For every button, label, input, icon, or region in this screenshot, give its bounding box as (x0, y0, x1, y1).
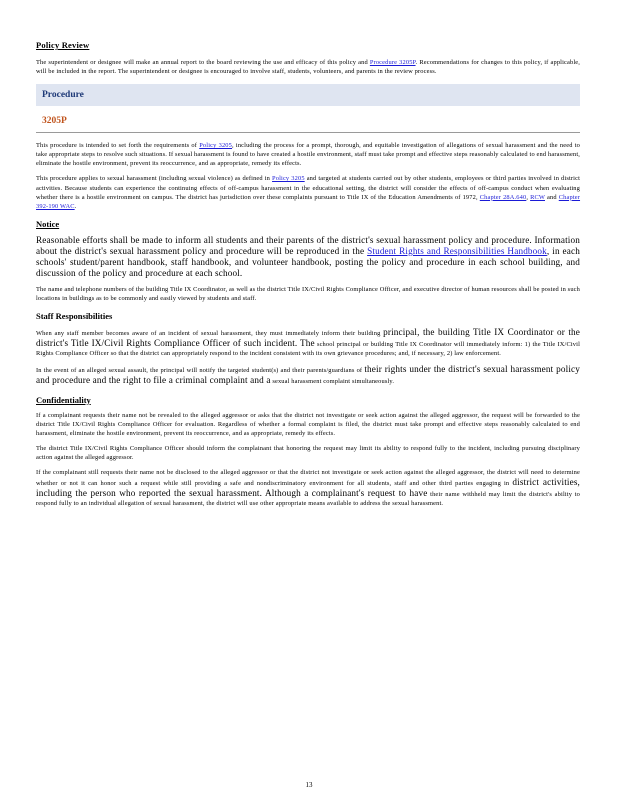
conf-p3-text-b: district activities, including the person who reported the sexual harassment. Although a complainant's request to have (36, 477, 580, 499)
notice-paragraph-1 (36, 235, 580, 279)
procedure-code: 3205P (42, 116, 67, 127)
notice-heading: Notice (36, 218, 60, 229)
staff-p2-text-a: In the event of an alleged sexual assault, the principal will notify the targeted student(s) and their parents/guardians of (36, 367, 363, 375)
policy-review-text-2: . Recommendations for changes to this policy, if applicable, will be included in the report. The superintendent or designee is encouraged to involve staff, students, volunteers, and parents in the review process. (36, 59, 580, 76)
rcw-link[interactable]: RCW (530, 193, 545, 201)
conf-p3-text-c: their name withheld may limit the district's ability to respond fully to an individual allegation of sexual harassment, the (36, 491, 581, 508)
procedure-banner (36, 84, 580, 106)
conf-p3-text-a: If the complainant still requests their name not be disclosed to the alleged aggressor or that the district not investigate or seek action against the alleged aggressor, the district will need to determine whether or not it can honor such a request while still providing a safe and nondiscriminatory environment for all students, staff and other third parties engaging in (36, 468, 580, 488)
conf-p3-text-d: district will use other appropriate means available to address the sexual harassment. (216, 500, 444, 508)
staff-p1-text-b: principal, the building Title IX Coordinator or the district's Title IX/Civil Rights Compliance Officer of such incident. The (36, 327, 580, 349)
procedure-3205p-link[interactable]: Procedure 3205P (369, 59, 416, 66)
page-number: 13 (305, 781, 313, 789)
student-rights-handbook-link[interactable]: Student Rights and Responsibilities Handbook (367, 245, 547, 256)
confidentiality-paragraph-3 (36, 468, 580, 508)
policy-3205-link-2[interactable]: Policy 3205 (272, 175, 305, 183)
confidentiality-paragraph-1: If a complainant requests their name not be revealed to the alleged aggressor or asks that the district not investigate or seek action against the alleged aggressor, the request will be forwarded to the district Title IX/Civil Rights Compliance Officer for evaluation. Regardless of whether a formal complaint is filed, the district must take prompt and effective steps reasonably calculated to end harassment, eliminate the hostile environment, prevent its reoccurrence, and as appropriate, remedy its effects. (36, 411, 580, 437)
staff-responsibilities-heading: Staff Responsibilities (36, 311, 113, 322)
notice-paragraph-2: The name and telephone numbers of the building Title IX Coordinator, as well as the district Title IX/Civil Rights Compliance Officer, and executive director of human resources shall be posted in such locations in buildings as to be commonly and easily viewed by students and staff. (36, 285, 580, 302)
policy-review-text-1: The superintendent or designee will make an annual report to the board reviewing the use and efficacy of this policy and (36, 59, 368, 66)
intro-p1-text-a: This procedure is intended to set forth the requirements of (36, 142, 198, 150)
notice-p1-text-b: , in each schools' student/parent handbook, staff handbook, and volunteer handbook, posting the policy and procedure in each school building, and discussion of the policy and procedure at each school. (36, 245, 580, 278)
intro-paragraph-2 (36, 174, 580, 210)
confidentiality-paragraph-2: The district Title IX/Civil Rights Compliance Officer should inform the complainant that honoring the request may limit its ability to respond fully to the incident, including pursuing disciplinary action against the alleged aggressor. (36, 444, 580, 461)
notice-p1-text-a: Reasonable efforts shall be made to inform all students and their parents of the district's sexual harassment policy and procedure. Information about the district's sexual harassment policy and procedure will be reproduced in the (36, 234, 580, 256)
intro-p1-text-b: , including the process for a prompt, thorough, and equitable investigation of allegations of sexual harassment and the need to take appropriate steps to resolve such situations. If sexual harassment is found to have created a hostile environment, staff must take prompt and effective steps reasonably calculated to end harassment, eliminate the hostile environment, prevent its reoccurrence, and as appropriate, remedy its effects. (36, 142, 581, 168)
policy-review-heading: Policy Review (36, 40, 90, 50)
intro-p2-text-a: This procedure applies to sexual harassment (including sexual violence) as defined in (36, 175, 271, 183)
staff-p2-text-b: their rights under the district's sexual harassment policy and procedure and the right to file a criminal complaint and a (36, 364, 581, 386)
intro-p2-text-b: and targeted at students carried out by other students, employees or third parties involved in district activities. Because students can experience the continuing effects of off-campus harassment in the educational setting, the district will consider the effects of off-campus conduct when evaluating whether there is a hostile environment on campus. The district has jurisdiction over these complaints pursuant to Title IX of the Education Amendments of 1972, (36, 175, 581, 201)
chapter-28a640-link[interactable]: Chapter 28A.640 (479, 193, 527, 201)
document-page (36, 40, 580, 514)
intro-p2-text-e: . (74, 202, 77, 210)
staff-paragraph-2 (36, 364, 580, 386)
policy-3205-link[interactable]: Policy 3205 (199, 142, 232, 150)
intro-paragraph-1 (36, 141, 580, 168)
policy-review-paragraph (36, 58, 580, 76)
staff-paragraph-1 (36, 327, 580, 358)
confidentiality-heading: Confidentiality (36, 394, 91, 405)
divider (36, 132, 580, 133)
staff-p2-text-c: sexual harassment complaint simultaneously. (272, 378, 395, 386)
procedure-banner-title: Procedure (42, 90, 84, 101)
staff-p1-text-c: school principal or building Title IX Coordinator will immediately inform: 1) the Title IX/Civil Rights Compliance Officer so that the district can appropriately respond to the incident consistent with its own grievance procedures; and, if necessary, 2) law enforcement. (36, 341, 580, 358)
intro-p2-text-c: , (526, 193, 529, 201)
staff-p1-text-a: When any staff member becomes aware of an incident of sexual harassment, they must immediately inform their building (36, 330, 381, 338)
intro-p2-text-d: and (547, 193, 557, 201)
chapter-392-190-wac-link[interactable]: Chapter 392-190 WAC (36, 193, 581, 210)
